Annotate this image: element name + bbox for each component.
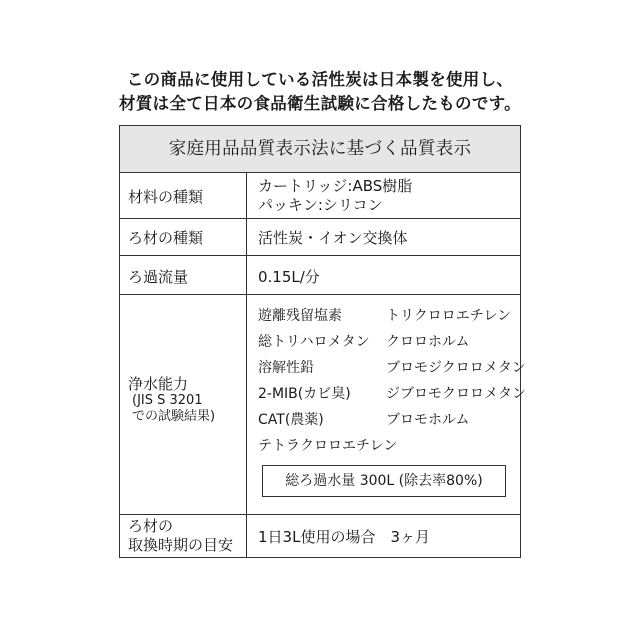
- contaminant-item: 総トリハロメタン: [258, 334, 370, 350]
- quality-label-table: [119, 125, 526, 558]
- row-performance: [120, 295, 526, 515]
- contaminant-item: CAT(農薬): [258, 412, 324, 428]
- replacement-label-1: ろ材の: [128, 517, 174, 535]
- intro-line-2: 材質は全て日本の食品衛生試験に合格したものです。: [119, 94, 521, 113]
- flow-rate-value: 0.15L/分: [258, 268, 320, 286]
- flow-rate-label: ろ過流量: [128, 268, 189, 286]
- row-flow-rate: [120, 256, 520, 295]
- contaminant-item: ジブロモクロロメタン: [386, 386, 526, 402]
- replacement-value: 1日3L使用の場合 3ヶ月: [258, 528, 430, 546]
- material-label: 材料の種類: [128, 188, 204, 206]
- filter-media-value: 活性炭・イオン交換体: [258, 229, 408, 247]
- row-material: [120, 173, 520, 219]
- performance-label: 浄水能力: [128, 375, 189, 393]
- contaminant-item: 溶解性鉛: [258, 360, 314, 376]
- performance-sub-1: (JIS S 3201: [132, 393, 203, 408]
- contaminant-item: 2-MIB(カビ臭): [258, 386, 351, 402]
- total-filtration-box: 総ろ過水量 300L (除去率80%): [262, 465, 506, 497]
- row-replacement: [120, 515, 520, 557]
- contaminant-item: トリクロロエチレン: [386, 308, 512, 324]
- contaminant-item: 遊離残留塩素: [258, 308, 342, 324]
- intro-line-1: この商品に使用している活性炭は日本製を使用し、: [126, 70, 514, 89]
- table-title: 家庭用品品質表示法に基づく品質表示: [120, 126, 520, 173]
- replacement-label-2: 取換時期の目安: [128, 536, 234, 554]
- contaminant-item: テトラクロロエチレン: [258, 438, 398, 454]
- contaminant-item: ブロモホルム: [386, 412, 470, 428]
- filter-media-label: ろ材の種類: [128, 229, 204, 247]
- material-value-2: パッキン:シリコン: [258, 196, 383, 214]
- contaminant-item: ブロモジクロロメタン: [386, 360, 526, 376]
- contaminant-item: クロロホルム: [386, 334, 470, 350]
- row-filter-media: [120, 219, 520, 256]
- performance-sub-2: での試験結果): [132, 409, 216, 424]
- intro-text: [0, 68, 640, 116]
- material-value-1: カートリッジ:ABS樹脂: [258, 177, 413, 195]
